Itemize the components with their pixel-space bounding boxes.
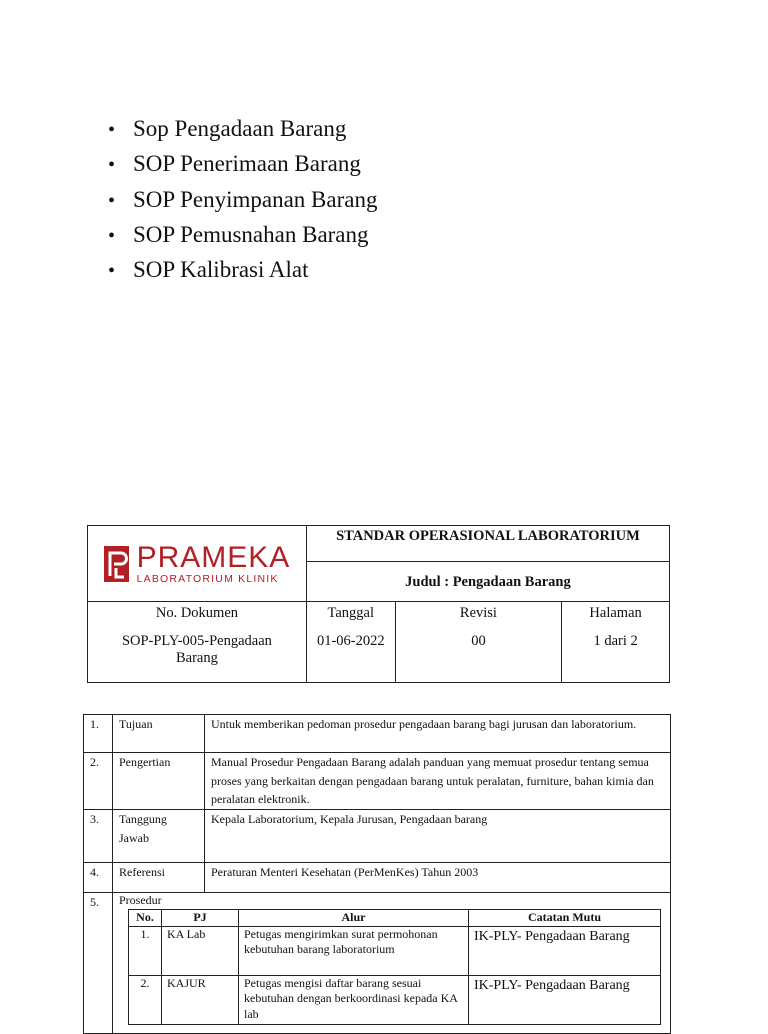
document-title: STANDAR OPERASIONAL LABORATORIUM: [306, 526, 669, 562]
row-number: 4.: [84, 863, 113, 893]
step-alur: Petugas mengirimkan surat permohonan kebutuhan barang laboratorium: [239, 926, 469, 975]
table-row: [84, 715, 671, 753]
step-no: 1.: [129, 926, 162, 975]
tanggal-label: Tanggal: [327, 605, 375, 621]
sop-list: [108, 112, 377, 288]
no-dokumen-label: No. Dokumen: [155, 605, 239, 621]
step-alur: Petugas mengisi daftar barang sesuai kebutuhan dengan berkoordinasi kepada KA lab: [239, 975, 469, 1024]
table-row: [84, 753, 671, 810]
no-dokumen-value: SOP-PLY-005-Pengadaan Barang: [121, 633, 272, 666]
row-number: 5.: [84, 893, 113, 1034]
revisi-cell: [395, 602, 561, 683]
halaman-value: 1 dari 2: [593, 633, 638, 649]
row-number: 1.: [84, 715, 113, 753]
step-catatan-mutu: IK-PLY- Pengadaan Barang: [469, 975, 661, 1024]
table-row: [129, 975, 661, 1024]
row-label: Tujuan: [113, 715, 205, 753]
sop-detail-table: [83, 714, 671, 1034]
logo-cell: [88, 526, 307, 602]
tanggal-cell: [306, 602, 395, 683]
sop-header-table: [87, 525, 670, 683]
no-dokumen-cell: [88, 602, 307, 683]
step-pj: KAJUR: [162, 975, 239, 1024]
row-number: 3.: [84, 810, 113, 863]
halaman-label: Halaman: [589, 605, 642, 621]
step-catatan-mutu: IK-PLY- Pengadaan Barang: [469, 926, 661, 975]
list-item: • SOP Penyimpanan Barang: [108, 186, 378, 212]
table-row: [84, 893, 671, 1034]
tanggal-value: 01-06-2022: [316, 633, 385, 649]
row-label: Tanggung Jawab: [113, 810, 205, 863]
row-label: Prosedur: [119, 893, 162, 907]
logo-subtitle: LABORATORIUM KLINIK: [136, 572, 279, 585]
step-no: 2.: [129, 975, 162, 1024]
row-value: Peraturan Menteri Kesehatan (PerMenKes) Tahun 2003: [205, 863, 671, 893]
prameka-logo: [89, 528, 305, 600]
header-catatan-mutu: Catatan Mutu: [469, 910, 661, 927]
table-row: [84, 810, 671, 863]
header-pj: PJ: [162, 910, 239, 927]
table-row: [129, 926, 661, 975]
procedure-table: [128, 909, 661, 1025]
prameka-logo-icon: [104, 546, 129, 582]
document-judul: Judul : Pengadaan Barang: [306, 562, 669, 602]
revisi-value: 00: [471, 633, 486, 649]
row-number: 2.: [84, 753, 113, 810]
prosedur-cell: [113, 893, 671, 1034]
row-value: Kepala Laboratorium, Kepala Jurusan, Pengadaan barang: [205, 810, 671, 863]
header-alur: Alur: [239, 910, 469, 927]
halaman-cell: [562, 602, 670, 683]
step-pj: KA Lab: [162, 926, 239, 975]
row-label: Pengertian: [113, 753, 205, 810]
revisi-label: Revisi: [459, 605, 497, 621]
row-value: Untuk memberikan pedoman prosedur pengadaan barang bagi jurusan dan laboratorium.: [205, 715, 671, 753]
row-label: Referensi: [113, 863, 205, 893]
header-no: No.: [129, 910, 162, 927]
list-item: • SOP Penerimaan Barang: [108, 151, 361, 177]
list-item: • SOP Pemusnahan Barang: [108, 221, 369, 247]
table-row: [84, 863, 671, 893]
procedure-header-row: [129, 910, 661, 927]
list-item: • SOP Kalibrasi Alat: [108, 257, 309, 283]
list-item: • Sop Pengadaan Barang: [108, 116, 347, 141]
logo-name: PRAMEKA: [136, 540, 291, 574]
row-value: Manual Prosedur Pengadaan Barang adalah panduan yang memuat prosedur tentang semua proses yang berkaitan dengan pengadaan barang untuk peralatan, furniture, bahan kimia dan peralatan elektronik.: [205, 753, 671, 810]
